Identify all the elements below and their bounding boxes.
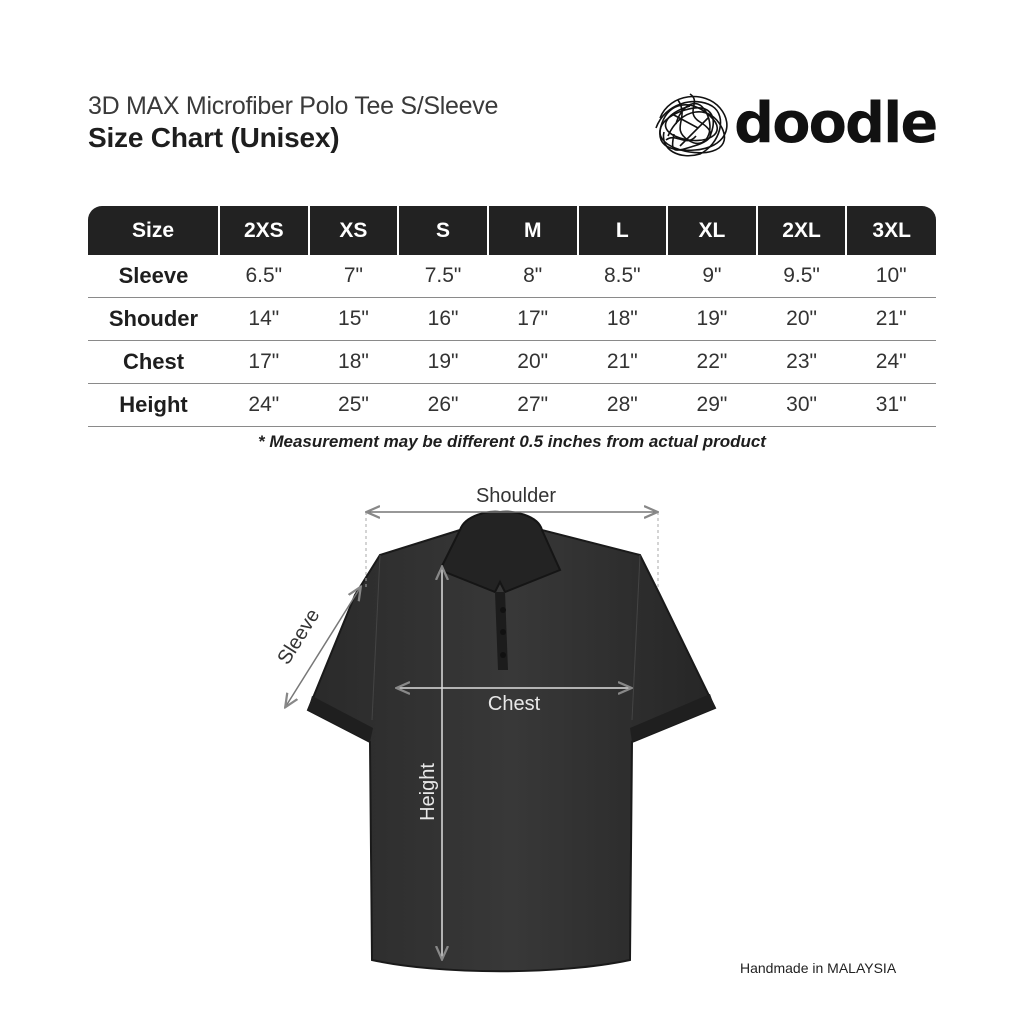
table-cell: 15": [309, 298, 399, 341]
size-col-header: S: [398, 206, 488, 255]
table-cell: 25": [309, 384, 399, 427]
table-cell: 8.5": [578, 255, 668, 298]
size-col-header: M: [488, 206, 578, 255]
table-cell: 28": [578, 384, 668, 427]
table-cell: 24": [846, 341, 936, 384]
size-col-header: XS: [309, 206, 399, 255]
brand-name: doodle: [734, 91, 937, 156]
table-cell: 18": [578, 298, 668, 341]
size-col-header: 2XL: [757, 206, 847, 255]
table-cell: 9.5": [757, 255, 847, 298]
table-cell: 17": [219, 341, 309, 384]
table-cell: 10": [846, 255, 936, 298]
handmade-label: Handmade in MALAYSIA: [740, 960, 897, 976]
table-cell: 7": [309, 255, 399, 298]
size-col-header: 3XL: [846, 206, 936, 255]
table-cell: 27": [488, 384, 578, 427]
height-label: Height: [417, 763, 439, 821]
table-cell: 9": [667, 255, 757, 298]
shirt-body: [308, 530, 715, 971]
table-cell: 29": [667, 384, 757, 427]
table-row-sleeve: [88, 255, 936, 298]
size-col-header: L: [578, 206, 668, 255]
table-cell: 6.5": [219, 255, 309, 298]
table-cell: 20": [757, 298, 847, 341]
table-cell: 21": [578, 341, 668, 384]
table-cell: 18": [309, 341, 399, 384]
size-col-header: 2XS: [219, 206, 309, 255]
table-cell: 24": [219, 384, 309, 427]
button-1: [500, 607, 506, 613]
size-col-header: XL: [667, 206, 757, 255]
size-header-row: [88, 206, 936, 255]
table-cell: 19": [667, 298, 757, 341]
table-cell: 7.5": [398, 255, 488, 298]
scribble-icon: [650, 88, 734, 164]
polo-shirt-diagram: [260, 470, 740, 990]
table-row-height: [88, 384, 936, 427]
table-row-chest: [88, 341, 936, 384]
button-3: [500, 652, 506, 658]
table-cell: 30": [757, 384, 847, 427]
sleeve-label: Sleeve: [273, 605, 325, 669]
size-chart-table: [88, 206, 936, 427]
table-cell: 16": [398, 298, 488, 341]
row-label: Height: [88, 384, 219, 427]
table-cell: 20": [488, 341, 578, 384]
button-2: [500, 629, 506, 635]
product-name: 3D MAX Microfiber Polo Tee S/Sleeve: [88, 92, 499, 120]
table-cell: 22": [667, 341, 757, 384]
brand-logo: [650, 88, 940, 164]
chart-title: Size Chart (Unisex): [88, 122, 340, 153]
measurement-note: * Measurement may be different 0.5 inches from actual product: [258, 432, 766, 451]
row-label: Sleeve: [88, 255, 219, 298]
table-cell: 8": [488, 255, 578, 298]
shoulder-label: Shoulder: [475, 485, 557, 507]
chest-label: Chest: [487, 693, 541, 715]
table-cell: 23": [757, 341, 847, 384]
row-label: Chest: [88, 341, 219, 384]
table-cell: 19": [398, 341, 488, 384]
table-row-shoulder: [88, 298, 936, 341]
table-cell: 21": [846, 298, 936, 341]
table-cell: 14": [219, 298, 309, 341]
table-cell: 26": [398, 384, 488, 427]
table-cell: 31": [846, 384, 936, 427]
size-header-label: Size: [88, 206, 219, 255]
row-label: Shouder: [88, 298, 219, 341]
table-cell: 17": [488, 298, 578, 341]
